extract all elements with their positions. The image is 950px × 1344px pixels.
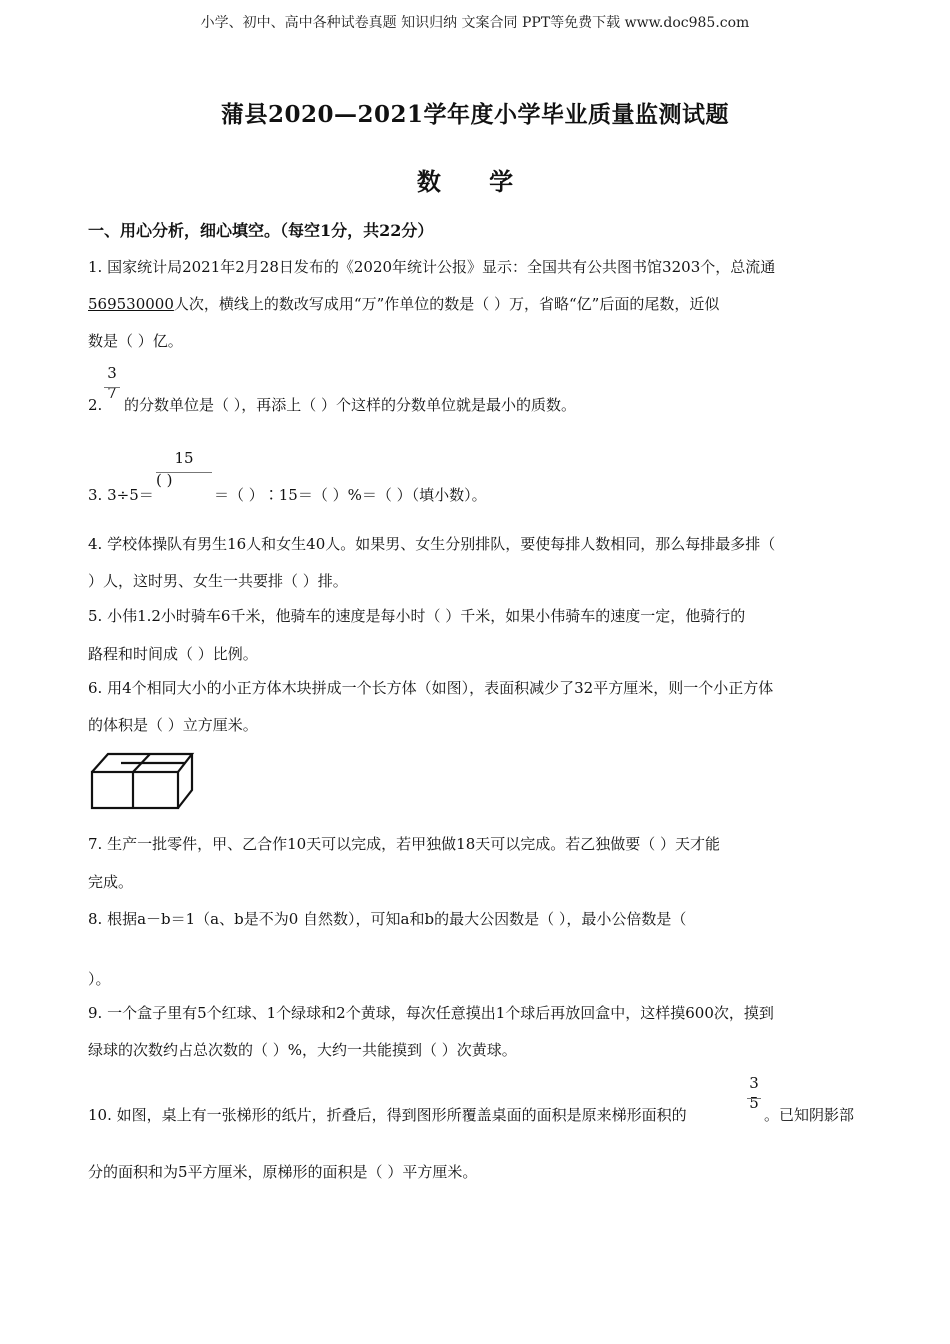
q7-line1: 7. 生产一批零件，甲、乙合作10天可以完成，若甲独做18天可以完成。若乙独做要（ ）天才能	[88, 835, 721, 853]
q10-denominator: 5	[749, 1094, 759, 1112]
q5-line2: 路程和时间成（ ）比例。	[88, 645, 258, 663]
q8-line1: 8. 根据a－b＝1（a、b是不为0 自然数），可知a和b的最大公因数是（ ），最小公倍数是（	[88, 910, 687, 928]
q1-underlined-number: 569530000	[88, 295, 174, 313]
q3-fraction	[156, 449, 212, 489]
q3-text: ＝（ ）∶15＝（ ）%＝（ ）（填小数）。	[214, 486, 487, 504]
q10-line1: 10. 如图，桌上有一张梯形的纸片，折叠后，得到图形所覆盖桌面的面积是原来梯形面积的	[88, 1106, 687, 1124]
q10-line1-end: 。已知阴影部	[764, 1106, 855, 1124]
q2-numerator: 3	[107, 364, 117, 382]
q1-line3: 数是（ ）亿。	[88, 332, 183, 350]
page-header: 小学、初中、高中各种试卷真题 知识归纳 文案合同 PPT等免费下载 www.doc985.com	[200, 15, 750, 31]
q2-denominator: 7	[107, 384, 117, 402]
q2-prefix: 2.	[88, 396, 103, 414]
q1-line1: 1. 国家统计局2021年2月28日发布的《2020年统计公报》显示：全国共有公共图书馆3203个，总流通	[88, 258, 776, 276]
q9-line1: 9. 一个盒子里有5个红球、1个绿球和2个黄球，每次任意摸出1个球后再放回盒中，这样摸600次，摸到	[88, 1004, 774, 1022]
q2-fraction	[104, 364, 120, 402]
q7-line2: 完成。	[88, 873, 134, 891]
q9-line2: 绿球的次数约占总次数的（ ）%，大约一共能摸到（ ）次黄球。	[88, 1041, 517, 1059]
q6-line1: 6. 用4个相同大小的小正方体木块拼成一个长方体（如图），表面积减少了32平方厘米，则一个小正方体	[88, 679, 774, 697]
q6-line2: 的体积是（ ）立方厘米。	[88, 716, 258, 734]
section-heading: 一、用心分析，细心填空。（每空1分，共22分）	[88, 221, 434, 240]
q10-line2: 分的面积和为5平方厘米，原梯形的面积是（ ）平方厘米。	[88, 1163, 478, 1181]
fraction-bar	[747, 1098, 761, 1099]
q5-line1: 5. 小伟1.2小时骑车6千米，他骑车的速度是每小时（ ）千米，如果小伟骑车的速度一定，他骑行的	[88, 607, 746, 625]
q10-numerator: 3	[749, 1074, 759, 1092]
q1-line2	[88, 293, 719, 315]
q4-line1: 4. 学校体操队有男生16人和女生40人。如果男、女生分别排队，要使每排人数相同，那么每排最多排（	[88, 535, 776, 553]
subject-title: 数 学	[416, 167, 534, 196]
q3-numerator: 15	[174, 449, 194, 467]
q8-line2: ）。	[88, 970, 111, 988]
fraction-bar	[156, 472, 212, 473]
fraction-bar	[104, 387, 120, 388]
exam-title: 蒲县2020—2021学年度小学毕业质量监测试题	[220, 101, 730, 128]
q4-line2: ）人，这时男、女生一共要排（ ）排。	[88, 572, 348, 590]
q1-line2-text: 人次，横线上的数改写成用“万”作单位的数是（ ）万，省略“亿”后面的尾数，近似	[173, 295, 720, 313]
q3-prefix: 3. 3÷5＝	[88, 486, 154, 504]
q2-text: 的分数单位是（ ），再添上（ ）个这样的分数单位就是最小的质数。	[124, 396, 577, 414]
cuboid-front-face	[92, 772, 178, 808]
cuboid-figure	[88, 750, 198, 812]
q3-denominator: ( )	[156, 471, 173, 489]
q10-fraction	[747, 1074, 761, 1112]
